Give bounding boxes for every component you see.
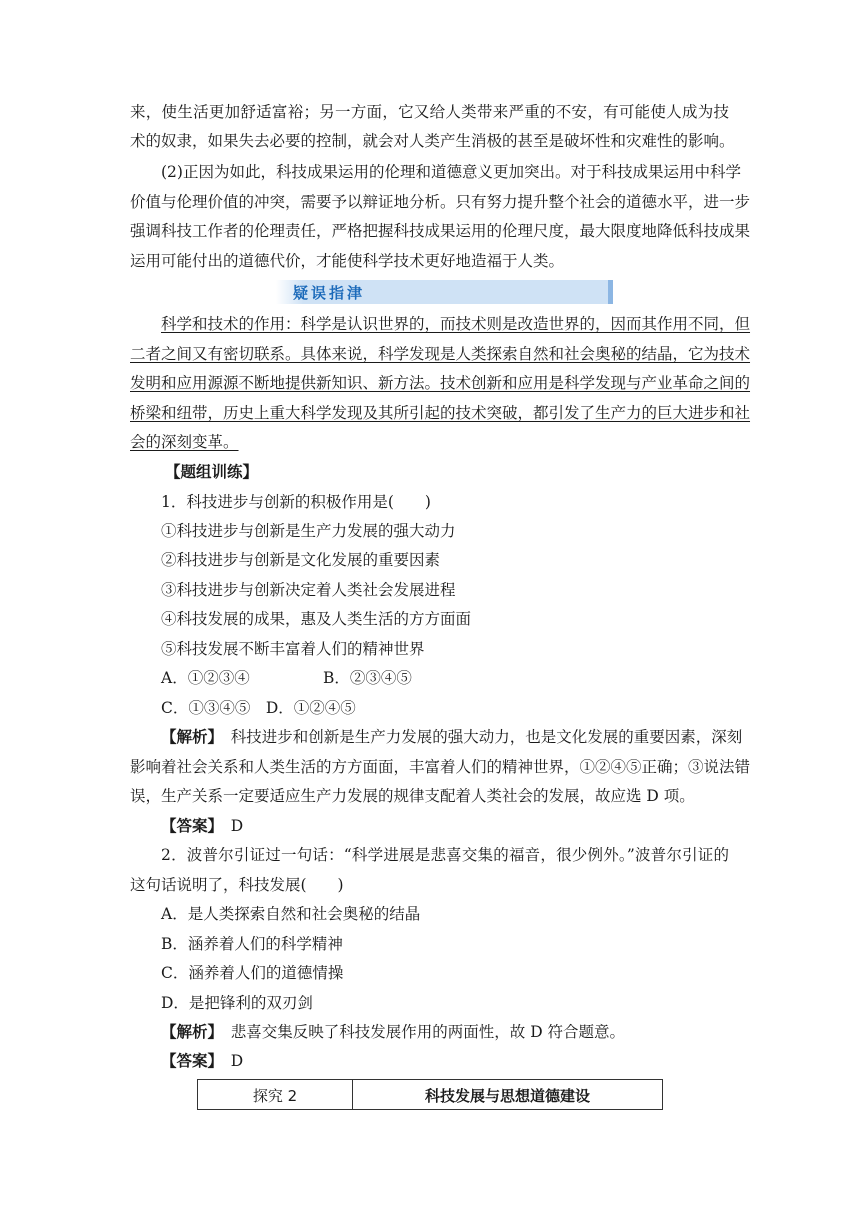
section-title: 【题组训练】	[165, 462, 259, 481]
answer-label: 【答案】	[161, 1051, 216, 1070]
answer-line	[161, 1051, 243, 1071]
note-line: 二者之间又有密切联系。具体来说，科学发现是人类探索自然和社会奥秘的结晶，它为技术	[130, 345, 751, 363]
paragraph-line: (2)正因为如此，科技成果运用的伦理和道德意义更加突出。对于科技成果运用中科学	[161, 163, 741, 181]
note-line: 桥梁和纽带，历史上重大科学发现及其所引起的技术突破，都引发了生产力的巨大进步和社	[130, 404, 751, 422]
analysis-line: 影响着社会关系和人类生活的方方面面，丰富着人们的精神世界，①②④⑤正确；③说法错	[130, 758, 751, 776]
analysis-line: 误，生产关系一定要适应生产力发展的规律支配着人类社会的发展，故应选 D 项。	[130, 787, 695, 805]
paragraph-line: 价值与伦理价值的冲突，需要予以辩证地分析。只有努力提升整个社会的道德水平，进一步	[130, 193, 751, 211]
table-cell-title: 科技发展与思想道德建设	[424, 1087, 590, 1105]
statement-option: ①科技进步与创新是生产力发展的强大动力	[161, 522, 456, 540]
analysis-text: 科技进步和创新是生产力发展的强大动力，也是文化发展的重要因素，深刻	[215, 728, 743, 746]
paragraph-line: 运用可能付出的道德代价，才能使科学技术更好地造福于人类。	[130, 252, 565, 270]
analysis-line	[161, 1022, 625, 1042]
question-stem: 1．科技进步与创新的积极作用是( )	[161, 493, 431, 511]
note-line: 会的深刻变革。	[130, 433, 239, 451]
answer-value: D	[215, 817, 244, 835]
paragraph-line: 来，使生活更加舒适富裕；另一方面，它又给人类带来严重的不安，有可能使人成为技	[130, 103, 729, 121]
paragraph-line: 强调科技工作者的伦理责任，严格把握科技成果运用的伦理尺度，最大限度地降低科技成果	[130, 222, 751, 240]
analysis-label: 【解析】	[161, 727, 216, 746]
analysis-text: 悲喜交集反映了科技发展作用的两面性，故 D 符合题意。	[215, 1023, 626, 1041]
answer-line	[161, 816, 243, 836]
answer-label: 【答案】	[161, 816, 216, 835]
analysis-label: 【解析】	[161, 1022, 216, 1041]
banner-accent-bar	[608, 280, 613, 304]
note-line: 科学和技术的作用：科学是认识世界的，而技术则是改造世界的，因而其作用不同，但	[161, 315, 751, 333]
question-stem: 这句话说明了，科技发展( )	[130, 876, 344, 894]
statement-option: ④科技发展的成果，惠及人类生活的方方面面	[161, 610, 472, 628]
topic-table	[197, 1079, 663, 1110]
choice-a: A．①②③④	[161, 669, 250, 687]
answer-value: D	[215, 1052, 244, 1070]
question-stem: 2．波普尔引证过一句话：“科学进展是悲喜交集的福音，很少例外。”波普尔引证的	[161, 846, 729, 864]
choice-b: B．②③④⑤	[323, 669, 412, 687]
statement-option: ②科技进步与创新是文化发展的重要因素	[161, 551, 441, 569]
paragraph-line: 术的奴隶，如果失去必要的控制，就会对人类产生消极的甚至是破坏性和灾难性的影响。	[130, 132, 735, 150]
statement-option: ⑤科技发展不断丰富着人们的精神世界	[161, 640, 425, 658]
tip-banner	[276, 280, 613, 304]
banner-title: 疑误指津	[293, 284, 366, 302]
analysis-line	[161, 727, 743, 747]
choice-d: D．是把锋利的双刃剑	[161, 994, 313, 1012]
choice-c-d: C．①③④⑤ D．①②④⑤	[161, 699, 356, 717]
choice-c: C．涵养着人们的道德情操	[161, 964, 344, 982]
note-line: 发明和应用源源不断地提供新知识、新方法。技术创新和应用是科学发现与产业革命之间的	[130, 374, 751, 392]
choice-a: A．是人类探索自然和社会奥秘的结晶	[161, 905, 421, 923]
choice-b: B．涵养着人们的科学精神	[161, 935, 343, 953]
statement-option: ③科技进步与创新决定着人类社会发展进程	[161, 581, 456, 599]
table-cell-label: 探究 2	[252, 1087, 298, 1105]
